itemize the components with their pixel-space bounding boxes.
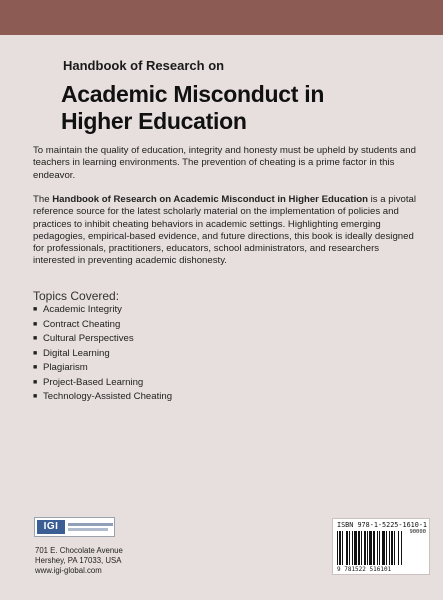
- logo-tagline-bar: [68, 528, 108, 531]
- topic-label: Project-Based Learning: [43, 376, 144, 388]
- bullet-icon: ■: [33, 320, 38, 328]
- publisher-logo: [34, 517, 115, 537]
- logo-text: IGI: [43, 521, 59, 532]
- description-body: is a pivotal reference source for the latest scholarly material on the implementation of policies and practices to inhibit cheating behaviors in academic settings. Highlighting emerging pedagogies, empirical-based evidence, and future directions, this book is ideally designed for professionals, practitioners, educators, school administrators, and researchers interested in preventing academic dishonesty.: [33, 194, 416, 267]
- address-line: 701 E. Chocolate Avenue: [35, 546, 123, 555]
- topic-label: Academic Integrity: [43, 304, 122, 315]
- bullet-icon: ■: [33, 349, 38, 357]
- topic-label: Contract Cheating: [43, 318, 121, 330]
- description-paragraph: [33, 194, 418, 268]
- isbn-label: ISBN 978-1-5225-1610-1: [337, 521, 428, 529]
- topic-label: Plagiarism: [43, 362, 88, 373]
- barcode-number: 9 781522 516101: [337, 566, 392, 573]
- list-item: [33, 390, 172, 405]
- topic-label: Cultural Perspectives: [43, 333, 134, 344]
- address-line: Hershey, PA 17033, USA: [35, 556, 122, 566]
- barcode-icon: [337, 531, 427, 565]
- description-prefix: The: [33, 194, 53, 205]
- bullet-icon: ■: [33, 364, 38, 371]
- logo-tagline-bar: [68, 523, 113, 526]
- barcode-box: [332, 518, 430, 575]
- list-item: [33, 376, 172, 391]
- igi-logo-icon: [37, 520, 65, 534]
- barcode-addon: 90000: [409, 529, 426, 535]
- list-item: [33, 361, 172, 376]
- description-book-title: Handbook of Research on Academic Misconduct in Higher Education: [52, 194, 368, 205]
- list-item: [33, 332, 172, 347]
- topics-heading: Topics Covered:: [33, 289, 120, 303]
- bullet-icon: ■: [33, 393, 38, 400]
- top-color-band: [0, 0, 443, 35]
- list-item: [33, 303, 172, 318]
- bullet-icon: ■: [33, 335, 38, 342]
- topic-label: Technology-Assisted Cheating: [43, 391, 173, 402]
- bullet-icon: ■: [33, 378, 38, 386]
- bullet-icon: ■: [33, 306, 38, 313]
- book-title: Academic Misconduct in Higher Education: [61, 81, 325, 134]
- topics-list: [33, 303, 172, 405]
- intro-paragraph: To maintain the quality of education, integrity and honesty must be upheld by students and teachers in learning environments. The prevention of cheating is a prime factor in this endeavor.: [33, 145, 416, 181]
- publisher-website: www.igi-global.com: [35, 566, 102, 576]
- publisher-address: [35, 546, 123, 577]
- list-item: [33, 347, 172, 362]
- book-subtitle: Handbook of Research on: [63, 58, 225, 73]
- list-item: [33, 318, 172, 333]
- topic-label: Digital Learning: [43, 347, 110, 359]
